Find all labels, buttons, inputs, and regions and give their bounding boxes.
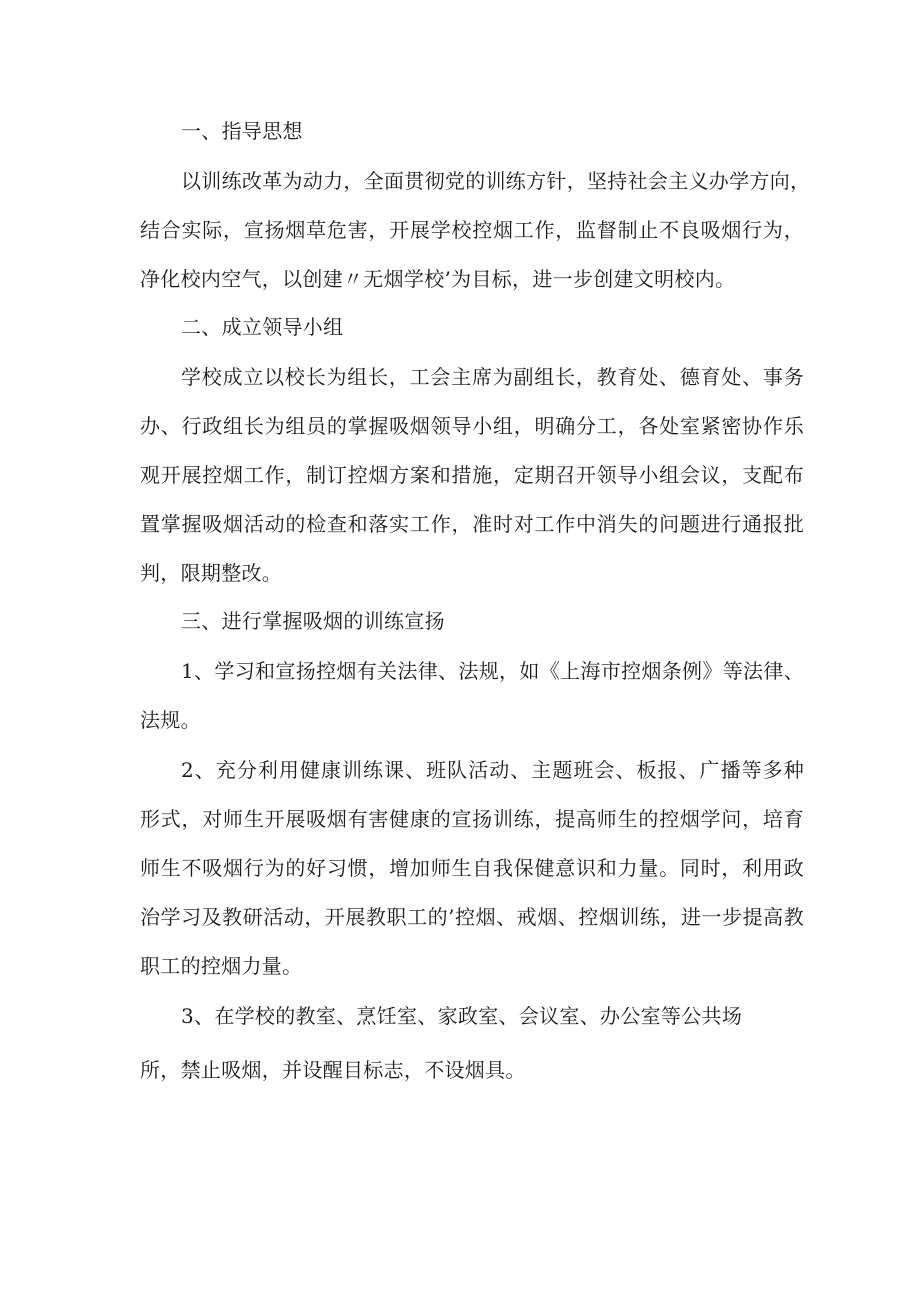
paragraph-line: 3、在学校的教室、烹饪室、家政室、会议室、办公室等公共场 xyxy=(181,1004,743,1028)
paragraph-line: 法规。 xyxy=(140,708,201,732)
paragraph-line: 置掌握吸烟活动的检查和落实工作，准时对工作中消失的问题进行通报批 xyxy=(140,512,804,536)
paragraph-line: 结合实际，宣扬烟草危害，开展学校控烟工作，监督制止不良吸烟行为， xyxy=(140,218,804,242)
paragraph-line: 净化校内空气，以创建〃无烟学校’为目标，进一步创建文明校内。 xyxy=(140,267,736,291)
paragraph-line: 治学习及教研活动，开展教职工的’控烟、戒烟、控烟训练，进一步提高教 xyxy=(140,905,804,929)
paragraph-line: 所，禁止吸烟，并设醒目标志，不设烟具。 xyxy=(140,1058,526,1082)
paragraph-line: 形式，对师生开展吸烟有害健康的宣扬训练，提高师生的控烟学问，培育 xyxy=(140,807,804,831)
paragraph-line: 以训练改革为动力，全面贯彻党的训练方针，坚持社会主义办学方向， xyxy=(181,169,811,193)
paragraph-line: 2、充分利用健康训练课、班队活动、主题班会、板报、广播等多种 xyxy=(181,758,804,782)
paragraph-line: 职工的控烟力量。 xyxy=(140,954,303,978)
paragraph-line: 观开展控烟工作，制订控烟方案和措施，定期召开领导小组会议，支配布 xyxy=(140,463,804,487)
paragraph-line: 师生不吸烟行为的好习惯，增加师生自我保健意识和力量。同时，利用政 xyxy=(140,856,804,880)
section-heading-leading-group: 二、成立领导小组 xyxy=(181,315,344,339)
paragraph-line: 1、学习和宣扬控烟有关法律、法规，如《上海市控烟条例》等法律、 xyxy=(181,659,804,683)
section-heading-guiding-ideology: 一、指导思想 xyxy=(181,119,303,143)
section-heading-education-publicity: 三、进行掌握吸烟的训练宣扬 xyxy=(181,609,445,633)
paragraph-line: 判，限期整改。 xyxy=(140,561,283,585)
paragraph-line: 办、行政组长为组员的掌握吸烟领导小组，明确分工，各处室紧密协作乐 xyxy=(140,414,804,438)
paragraph-line: 学校成立以校长为组长，工会主席为副组长，教育处、德育处、事务 xyxy=(181,365,804,389)
